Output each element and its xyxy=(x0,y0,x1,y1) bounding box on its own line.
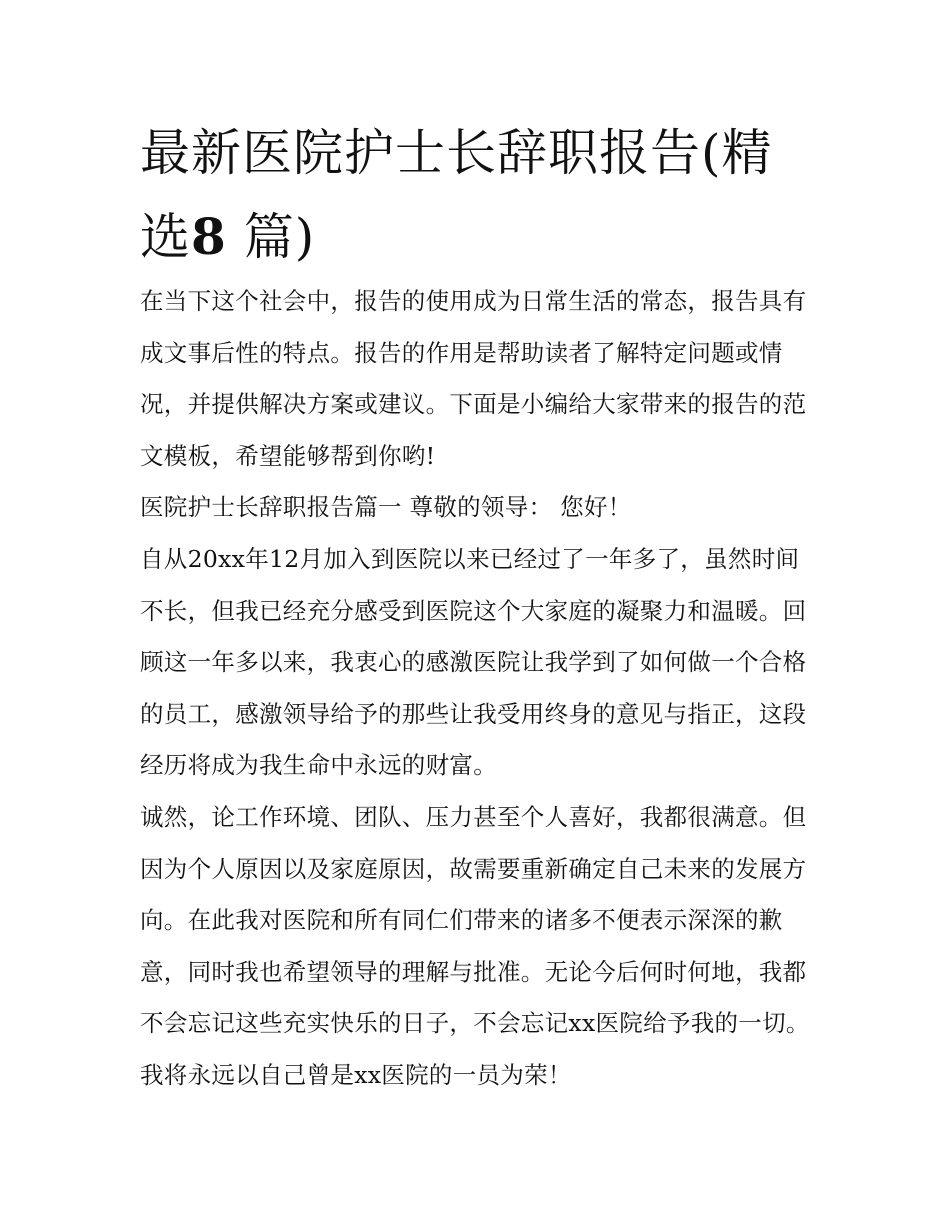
body-paragraph: 自从20xx年12月加入到医院以来已经过了一年多了，虽然时间不长，但我已经充分感受到医院这个大家庭的凝聚力和温暖。回顾这一年多以来，我衷心的感激医院让我学到了如何做一个合格的员工，感激领导给予的那些让我受用终身的意见与指正，这段经历将成为我生命中永远的财富。 xyxy=(140,544,807,780)
intro-paragraph: 在当下这个社会中，报告的使用成为日常生活的常态，报告具有成文事后性的特点。报告的作用是帮助读者了解特定问题或情况，并提供解决方案或建议。下面是小编给大家带来的报告的范文模板，希望能够帮到你哟! xyxy=(140,287,807,470)
document-body xyxy=(140,276,820,1102)
title-text: 最新医院护士长辞职报告(精选 xyxy=(140,124,773,266)
section-heading-greeting: 医院护士长辞职报告篇一 尊敬的领导： 您好！ xyxy=(140,493,632,522)
body-paragraph: 诚然，论工作环境、团队、压力甚至个人喜好，我都很满意。但因为个人原因以及家庭原因，故需要重新确定自己未来的发展方向。在此我对医院和所有同仁们带来的诸多不便表示深深的歉意，同时我也希望领导的理解与批准。无论今后何时何地，我都不会忘记这些充实快乐的日子，不会忘记xx医院给予我的一切。我将永远以自己曾是xx医院的一员为荣！ xyxy=(140,802,810,1089)
title-number: 8 xyxy=(191,207,227,266)
document-title xyxy=(140,112,820,279)
title-suffix: 篇) xyxy=(226,208,316,266)
